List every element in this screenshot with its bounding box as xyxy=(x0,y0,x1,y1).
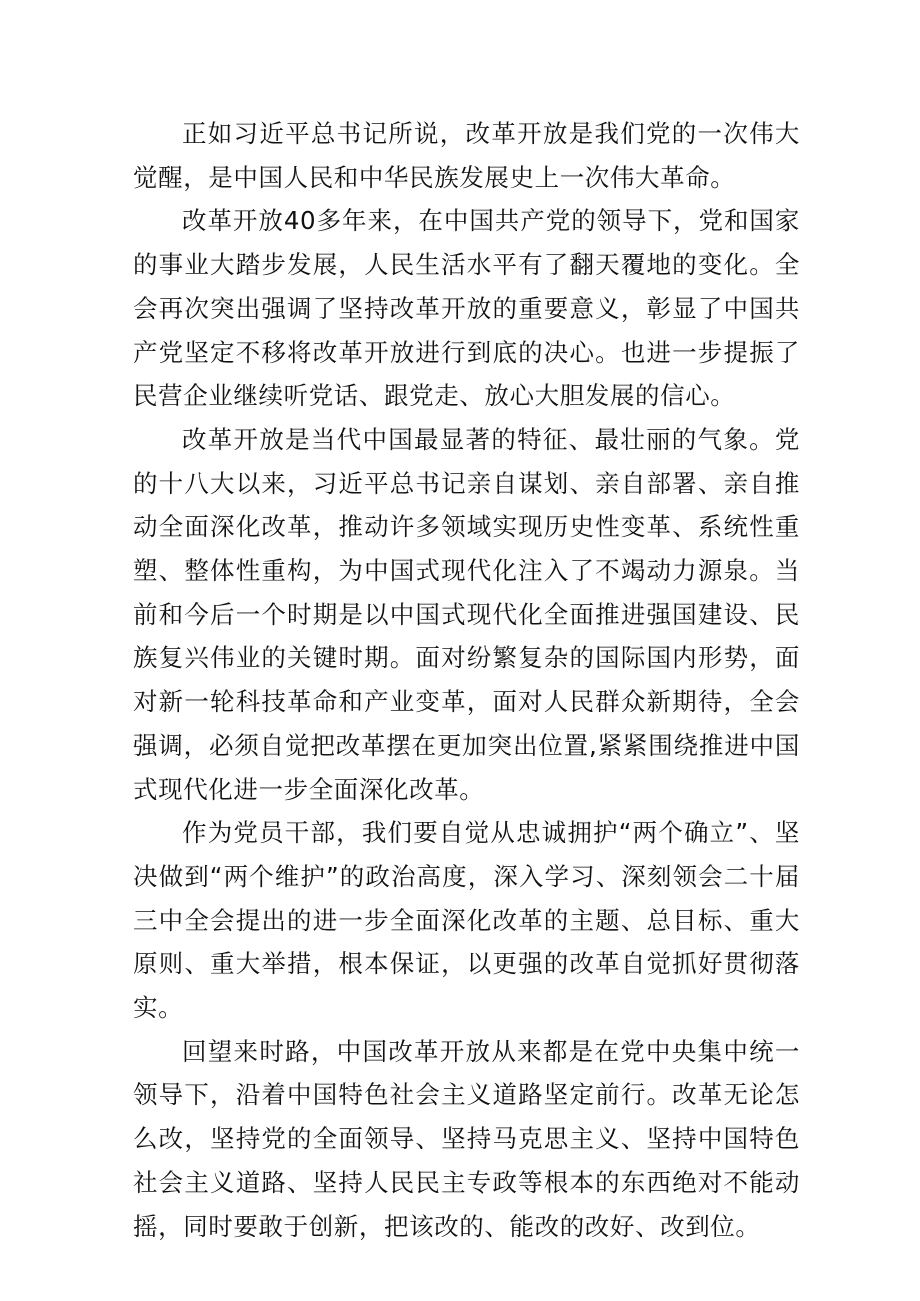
document-body xyxy=(133,112,800,1248)
paragraph-2: 改革开放40多年来，在中国共产党的领导下，党和国家的事业大踏步发展，人民生活水平有了翻天覆地的变化。全会再次突出强调了坚持改革开放的重要意义，彰显了中国共产党坚定不移将改革开放进行到底的决心。也进一步提振了民营企业继续听党话、跟党走、放心大胆发展的信心。 xyxy=(133,206,800,411)
paragraph-4: 作为党员干部，我们要自觉从忠诚拥护“两个确立”、坚决做到“两个维护”的政治高度，深入学习、深刻领会二十届三中全会提出的进一步全面深化改革的主题、总目标、重大原则、重大举措，根本保证，以更强的改革自觉抓好贯彻落实。 xyxy=(133,818,800,1023)
paragraph-3: 改革开放是当代中国最显著的特征、最壮丽的气象。党的十八大以来，习近平总书记亲自谋划、亲自部署、亲自推动全面深化改革，推动许多领域实现历史性变革、系统性重塑、整体性重构，为中国式现代化注入了不竭动力源泉。当前和今后一个时期是以中国式现代化全面推进强国建设、民族复兴伟业的关键时期。面对纷繁复杂的国际国内形势，面对新一轮科技革命和产业变革，面对人民群众新期待，全会强调，必须自觉把改革摆在更加突出位置,紧紧围绕推进中国式现代化进一步全面深化改革。 xyxy=(133,424,800,804)
paragraph-1: 正如习近平总书记所说，改革开放是我们党的一次伟大觉醒，是中国人民和中华民族发展史上一次伟大革命。 xyxy=(133,119,800,192)
paragraph-5: 回望来时路，中国改革开放从来都是在党中央集中统一领导下，沿着中国特色社会主义道路坚定前行。改革无论怎么改，坚持党的全面领导、坚持马克思主义、坚持中国特色社会主义道路、坚持人民民主专政等根本的东西绝对不能动摇，同时要敢于创新，把该改的、能改的改好、改到位。 xyxy=(133,1036,800,1241)
